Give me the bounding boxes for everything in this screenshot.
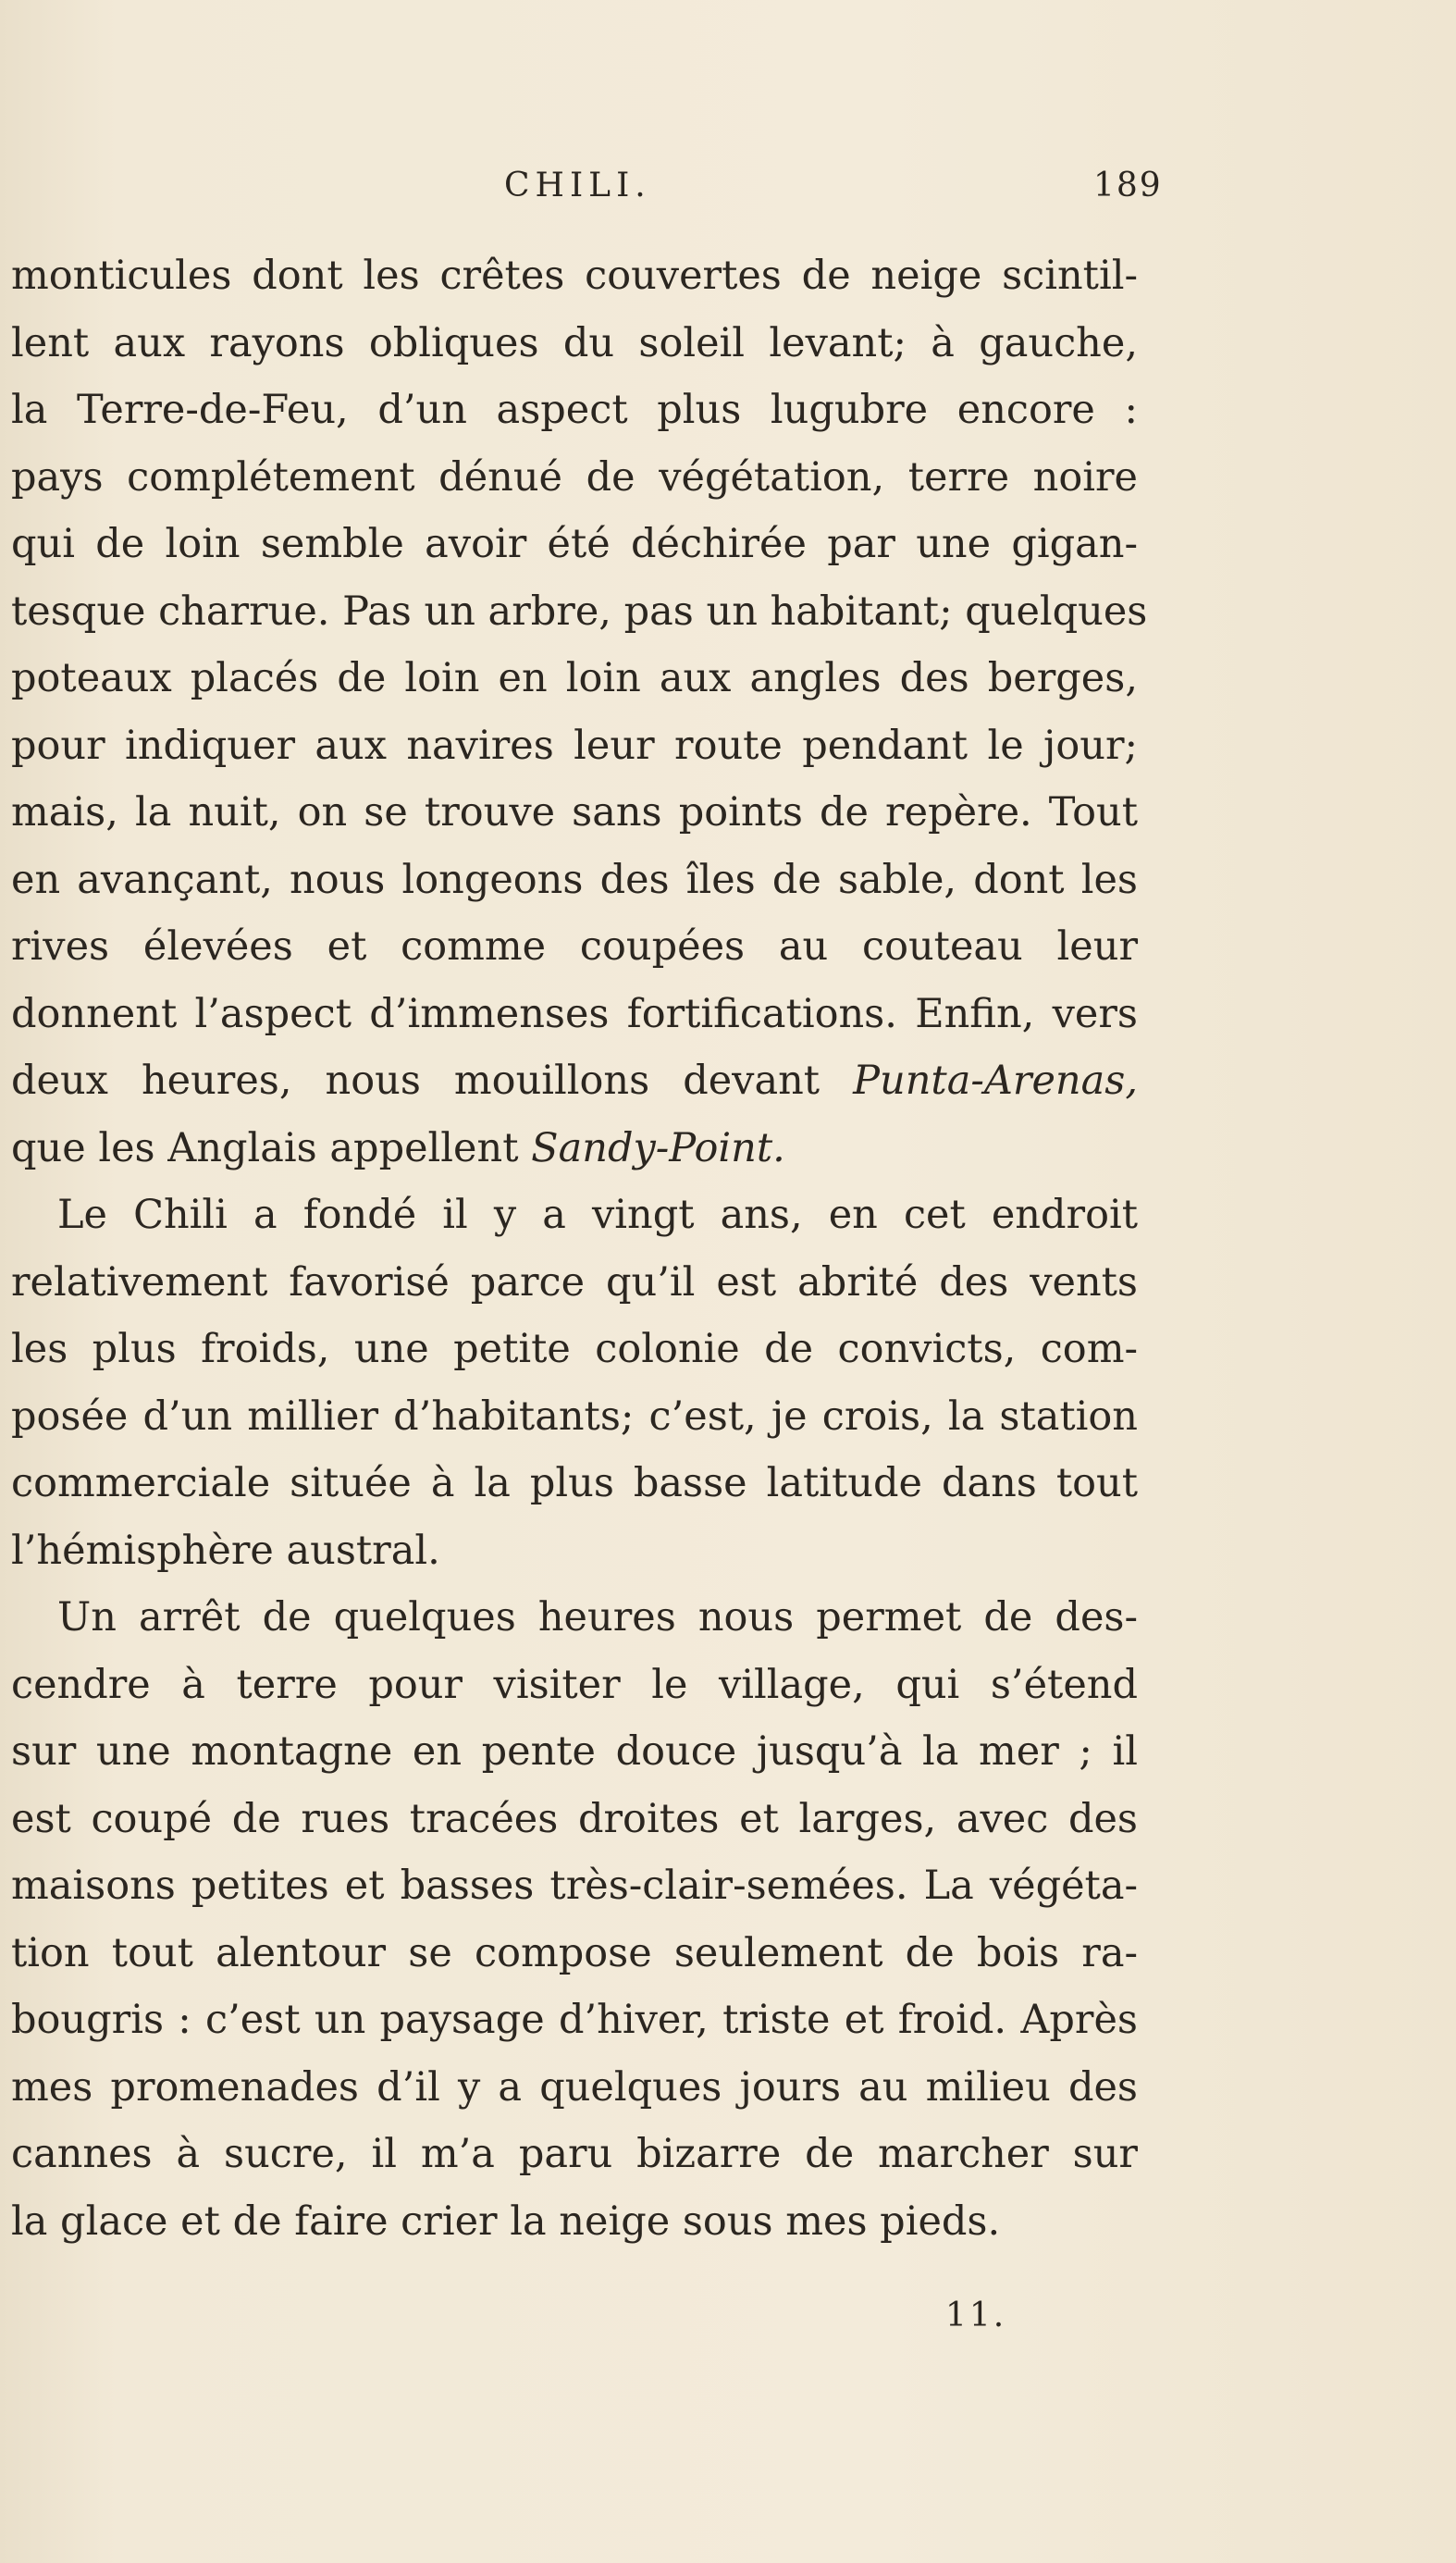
text-line: la glace et de faire crier la neige sous mes pieds. [11, 2198, 1001, 2245]
text-line: maisons petites et basses très-clair-semées. La végéta- [11, 1863, 1138, 1909]
text-line: lent aux rayons obliques du soleil levant; à gauche, [11, 319, 1138, 366]
text-line: rives élevées et comme coupées au couteau leur [11, 923, 1138, 970]
text-line-mixed [11, 1115, 1138, 1182]
text-line: bougris : c’est un paysage d’hiver, triste et froid. Après [11, 1997, 1138, 2043]
text-line: qui de loin semble avoir été déchirée par une gigan- [11, 521, 1138, 567]
text-line: en avançant, nous longeons des îles de sable, dont les [11, 856, 1138, 903]
text-line: mes promenades d’il y a quelques jours au milieu des [11, 2063, 1138, 2111]
page-header [0, 167, 1456, 222]
body-text [11, 242, 1148, 2255]
text-line: poteaux placés de loin en loin aux angles des berges, [11, 655, 1138, 701]
place-name-italic: Sandy-Point. [531, 1124, 785, 1171]
page-number: 189 [1093, 167, 1163, 204]
text-line: relativement favorisé parce qu’il est abrité des vents [11, 1258, 1138, 1306]
text-line: mais, la nuit, on se trouve sans points de repère. Tout [11, 789, 1138, 836]
text-line: donnent l’aspect d’immenses fortifications. Enfin, vers [11, 990, 1138, 1037]
text-line: les plus froids, une petite colonie de convicts, com- [11, 1326, 1138, 1372]
text-line: tesque charrue. Pas un arbre, pas un habitant; quelques [11, 588, 1148, 635]
text-line: l’hémisphère austral. [11, 1527, 440, 1574]
text-line: pays complétement dénué de végétation, terre noire [11, 453, 1138, 501]
text-line: pour indiquer aux navires leur route pendant le jour; [11, 722, 1138, 769]
text-line: posée d’un millier d’habitants; c’est, je crois, la station [11, 1393, 1138, 1440]
text-span: deux heures, nous mouillons devant [11, 1058, 854, 1104]
text-line: Un arrêt de quelques heures nous permet de des- [57, 1594, 1138, 1641]
text-line: sur une montagne en pente douce jusqu’à la mer ; il [11, 1728, 1138, 1775]
text-line: cendre à terre pour visiter le village, qui s’étend [11, 1661, 1138, 1708]
text-line: commerciale située à la plus basse latitude dans tout [11, 1460, 1138, 1506]
text-line: la Terre-de-Feu, d’un aspect plus lugubre encore : [11, 387, 1138, 433]
signature-mark: 11. [945, 2297, 1007, 2334]
text-span: que les Anglais appellent [11, 1124, 532, 1171]
text-line: est coupé de rues tracées droites et larges, avec des [11, 1795, 1138, 1842]
running-title: CHILI. [504, 167, 651, 204]
place-name-italic: Punta-Arenas, [853, 1058, 1138, 1104]
text-line: cannes à sucre, il m’a paru bizarre de marcher sur [11, 2131, 1138, 2177]
text-line: monticules dont les crêtes couvertes de neige scintil- [11, 253, 1138, 299]
text-line: tion tout alentour se compose seulement de bois ra- [11, 1929, 1138, 1976]
text-line: Le Chili a fondé il y a vingt ans, en cet endroit [57, 1192, 1138, 1238]
text-line-mixed [11, 1047, 1138, 1115]
